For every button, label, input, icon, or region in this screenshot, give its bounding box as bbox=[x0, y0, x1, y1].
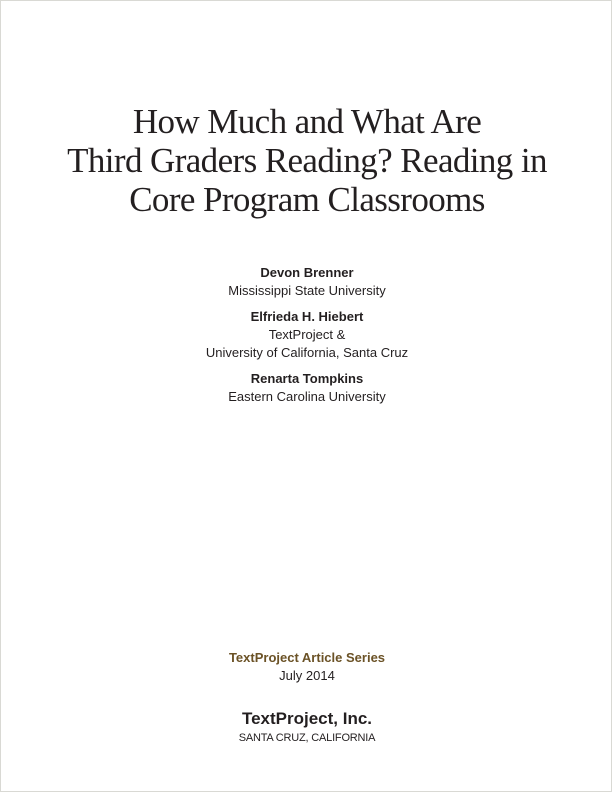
author-affiliation: Eastern Carolina University bbox=[228, 389, 386, 404]
author-block bbox=[1, 370, 612, 406]
author-name: Elfrieda H. Hiebert bbox=[250, 309, 364, 324]
author-block bbox=[1, 308, 612, 362]
author-name: Renarta Tompkins bbox=[250, 371, 364, 386]
title-line: Third Graders Reading? Reading in bbox=[67, 141, 547, 180]
document-title bbox=[1, 102, 612, 219]
title-line: Core Program Classrooms bbox=[129, 180, 485, 219]
publication-date: July 2014 bbox=[279, 668, 335, 683]
author-affiliation: TextProject & bbox=[268, 327, 346, 342]
author-block bbox=[1, 264, 612, 300]
series-info bbox=[1, 649, 612, 685]
publisher-name: TextProject, Inc. bbox=[241, 709, 373, 728]
author-affiliation: Mississippi State University bbox=[228, 283, 386, 298]
publisher-location: SANTA CRUZ, CALIFORNIA bbox=[238, 732, 376, 744]
author-list bbox=[1, 264, 612, 414]
title-line: How Much and What Are bbox=[132, 102, 482, 141]
author-name: Devon Brenner bbox=[260, 265, 354, 280]
author-affiliation: University of California, Santa Cruz bbox=[205, 345, 409, 360]
publisher-info bbox=[1, 708, 612, 746]
series-name: TextProject Article Series bbox=[228, 650, 386, 665]
